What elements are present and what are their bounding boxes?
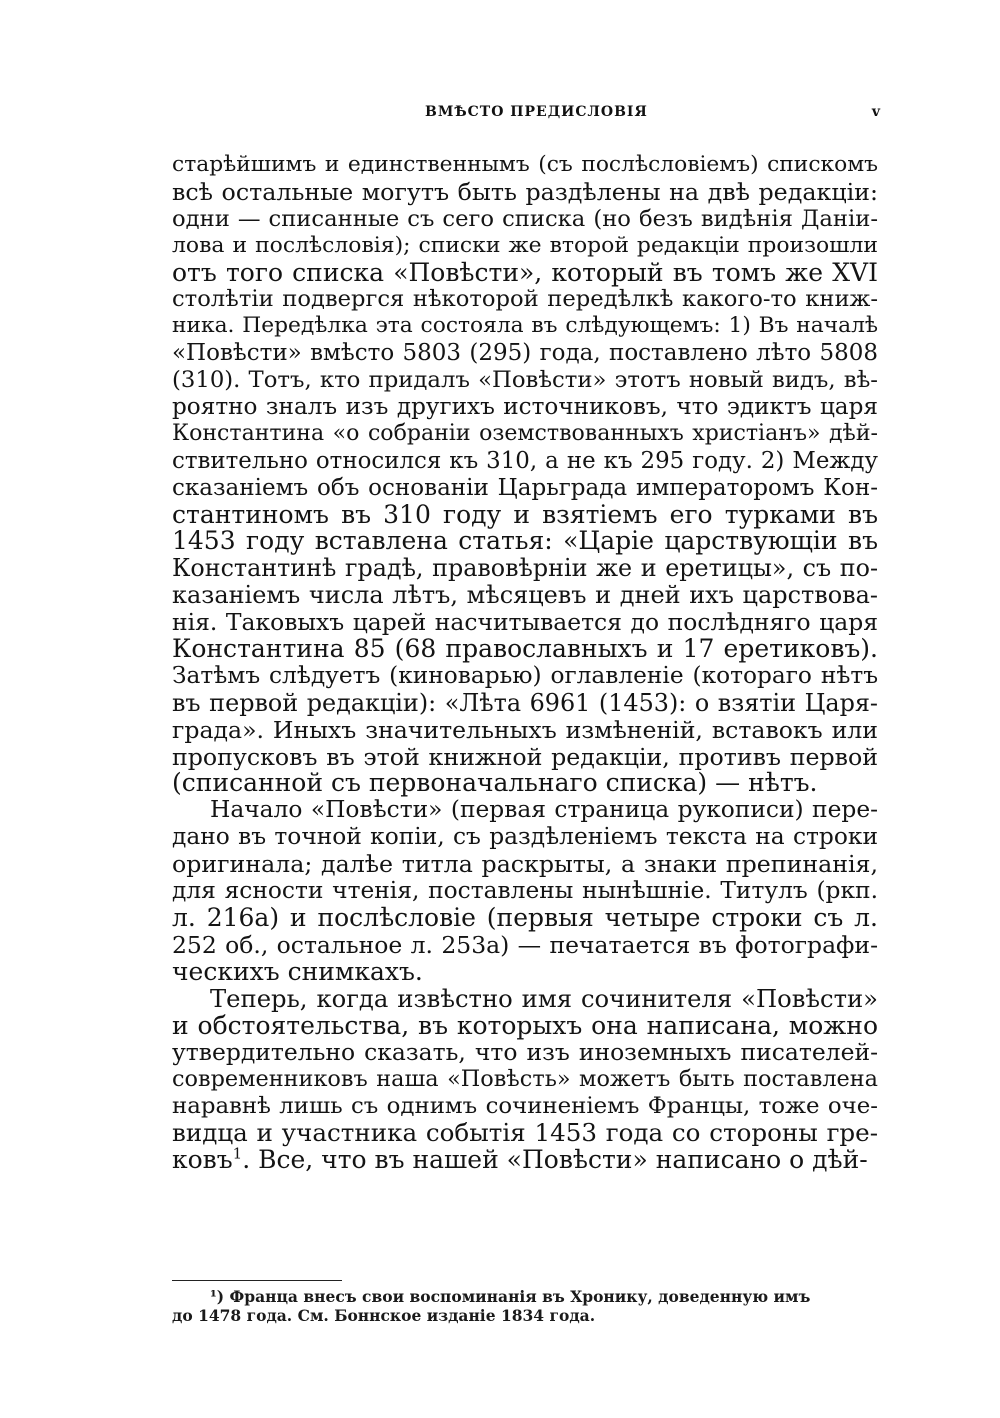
running-title: ВМѢСТО ПРЕДИСЛОВІЯ bbox=[425, 104, 648, 120]
footnote-marker: ¹) bbox=[210, 1287, 225, 1306]
text-line: дано въ точной копіи, съ раздѣленіемъ текста на строки bbox=[172, 823, 878, 851]
text-line: наравнѣ лишь съ однимъ сочиненіемъ Францы, тоже оче- bbox=[172, 1093, 878, 1120]
text-line-with-footnote bbox=[172, 1144, 878, 1174]
text-line: Затѣмъ слѣдуетъ (киноварью) оглавленіе (котораго нѣтъ bbox=[172, 661, 878, 689]
paragraph-first-line: Начало «Повѣсти» (первая страница рукописи) пере- bbox=[210, 796, 878, 824]
text-line: лова и послѣсловія); списки же второй редакціи произошли bbox=[172, 232, 878, 258]
text-line: «Повѣсти» вмѣсто 5803 (295) года, поставлено лѣто 5808 bbox=[172, 340, 878, 367]
text-line: Константина «о собраніи оземствованныхъ христіанъ» дѣй- bbox=[172, 420, 878, 446]
text-line: пропусковъ въ этой книжной редакціи, противъ первой bbox=[172, 742, 878, 771]
text-line: града». Иныхъ значительныхъ измѣненій, вставокъ или bbox=[172, 715, 878, 744]
text-line: (310). Тотъ, кто придалъ «Повѣсти» этотъ новый видъ, вѣ- bbox=[172, 367, 878, 394]
text-line: 1453 году вставлена статья: «Царіе царствующіи въ bbox=[172, 526, 878, 556]
text-fragment: . Все, что въ нашей «Повѣсти» написано о дѣй- bbox=[242, 1144, 868, 1174]
page-number: v bbox=[871, 104, 880, 120]
text-line: ника. Передѣлка эта состояла въ слѣдующемъ: 1) Въ началѣ bbox=[172, 313, 878, 339]
body-text bbox=[172, 152, 878, 1174]
text-line: для ясности чтенія, поставлены нынѣшніе. Титулъ (ркп. bbox=[172, 877, 878, 905]
footnote-text: Франца внесъ свои воспоминанія въ Хронику, доведенную имъ bbox=[229, 1287, 811, 1306]
text-line: казаніемъ числа лѣтъ, мѣсяцевъ и дней ихъ царствова- bbox=[172, 581, 878, 610]
text-line: отъ того списка «Повѣсти», который въ томъ же XVI bbox=[172, 257, 878, 287]
text-line: стантиномъ въ 310 году и взятіемъ его турками въ bbox=[172, 499, 878, 529]
text-line: и обстоятельства, въ которыхъ она написана, можно bbox=[172, 1010, 878, 1040]
text-line: всѣ остальные могутъ быть раздѣлены на двѣ редакціи: bbox=[172, 177, 878, 206]
footnote-rule bbox=[172, 1280, 342, 1281]
footnote-line: до 1478 года. См. Боннское изданіе 1834 года. bbox=[172, 1306, 596, 1325]
text-line: Константина 85 (68 православныхъ и 17 еретиковъ). bbox=[172, 634, 878, 664]
footnote-reference[interactable]: 1 bbox=[232, 1144, 243, 1163]
text-line: ческихъ снимкахъ. bbox=[172, 956, 423, 986]
paragraph-first-line: Теперь, когда извѣстно имя сочинителя «Повѣсти» bbox=[210, 983, 878, 1013]
running-head bbox=[170, 104, 880, 126]
text-line: нія. Таковыхъ царей насчитывается до послѣдняго царя bbox=[172, 608, 878, 637]
text-line: роятно зналъ изъ другихъ источниковъ, что эдиктъ царя bbox=[172, 394, 878, 421]
text-fragment: ковъ bbox=[172, 1144, 233, 1174]
text-line: (списанной съ первоначальнаго списка) — нѣтъ. bbox=[172, 768, 818, 798]
text-line: ствительно относился къ 310, а не къ 295 году. 2) Между bbox=[172, 447, 878, 474]
text-line: сказаніемъ объ основаніи Царьграда императоромъ Кон- bbox=[172, 474, 878, 501]
text-line: столѣтіи подвергся нѣкоторой передѣлкѣ какого-то книж- bbox=[172, 286, 878, 313]
footnote bbox=[172, 1287, 878, 1325]
text-line: 252 об., остальное л. 253а) — печатается въ фотографи- bbox=[172, 930, 878, 959]
text-line: одни — списанные съ сего списка (но безъ видѣнія Даніи- bbox=[172, 205, 878, 232]
text-line: оригинала; далѣе титла раскрыты, а знаки препинанія, bbox=[172, 850, 878, 879]
text-line: утвердительно сказать, что изъ иноземныхъ писателей- bbox=[172, 1038, 878, 1067]
footnote-line bbox=[172, 1287, 878, 1306]
text-line: видца и участника событія 1453 года со стороны гре- bbox=[172, 1118, 878, 1148]
text-line: л. 216а) и послѣсловіе (первыя четыре строки съ л. bbox=[172, 902, 878, 932]
text-line: современниковъ наша «Повѣсть» можетъ быть поставлена bbox=[172, 1066, 878, 1093]
text-line: старѣйшимъ и единственнымъ (съ послѣсловіемъ) спискомъ bbox=[172, 152, 878, 177]
text-line: Константинѣ градѣ, правовѣрніи же и еретицы», съ по- bbox=[172, 554, 878, 583]
text-line: въ первой редакціи): «Лѣта 6961 (1453): о взятіи Царя- bbox=[172, 688, 878, 717]
